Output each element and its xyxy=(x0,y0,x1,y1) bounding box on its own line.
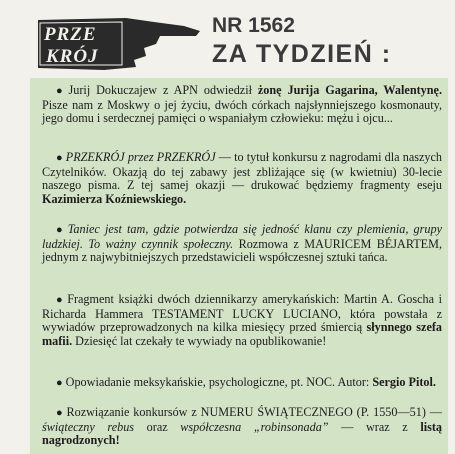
list-item-konkurs: ● PRZEKRÓJ przez PRZEKRÓJ — to tytuł konkursu z nagrodami dla naszych Czytelników. Okazją do tej zabawy jest zbliżające się (w kwietniu) 30-lecie naszego pisma. Z tej samej okazji — drukować będziemy fragmenty eseju Kazimierza Koźniewskiego. xyxy=(42,150,442,206)
bullet-icon: ● xyxy=(56,152,63,164)
logo-line-1: PRZE xyxy=(44,24,97,45)
list-item-gagarin: ● Jurij Dokuczajew z APN odwiedził żonę Jurija Gagarina, Walentynę. Pisze nam z Moskwy o jej życiu, dwóch córkach najsłynniejszego kosmonauty, jego domu i serdecznej pamięci o wspaniałym człowieku: mężu i ojcu... xyxy=(42,83,442,126)
issue-number: NR 1562 xyxy=(212,14,295,37)
logo-line-2: KRÓJ xyxy=(46,46,99,67)
page-header xyxy=(0,0,455,78)
bullet-icon: ● xyxy=(56,224,65,236)
bullet-icon: ● xyxy=(56,294,65,306)
bullet-icon: ● xyxy=(56,85,66,97)
bullet-icon: ● xyxy=(56,377,63,389)
list-item-rozwiazanie: ● Rozwiązanie konkursów z NUMERU ŚWIĄTECZNEGO (P. 1550—51) — świąteczny rebus oraz współczesna „robinsonada” — wraz z listą nagrodzonych! xyxy=(42,405,443,448)
list-item-luciano: ● Fragment książki dwóch dziennikarzy amerykańskich: Martin A. Goscha i Richarda Hammera TESTAMENT LUCKY LUCIANO, która powstała z wywiadów przeprowadzonych na kilka miesięcy przed śmiercią słynnego szefa mafii. Dziesięć lat czekały te wywiady na opublikowanie! xyxy=(42,292,443,348)
przekroj-logo xyxy=(34,14,202,72)
section-heading: ZA TYDZIEŃ : xyxy=(212,40,392,68)
list-item-opowiadanie: ● Opowiadanie meksykańskie, psychologiczne, pt. NOC. Autor: Sergio Pitol. xyxy=(56,375,436,389)
list-item-bejart: ● Taniec jest tam, gdzie potwierdza się jedność klanu czy plemienia, grupy ludzkiej. To ważny czynnik społeczny. Rozmowa z MAURICEM BÉJARTEM, jednym z najwybitniejszych przedstawicieli współczesnej sztuki tańca. xyxy=(42,222,442,265)
bullet-icon: ● xyxy=(56,407,64,419)
contents-panel xyxy=(30,78,448,454)
